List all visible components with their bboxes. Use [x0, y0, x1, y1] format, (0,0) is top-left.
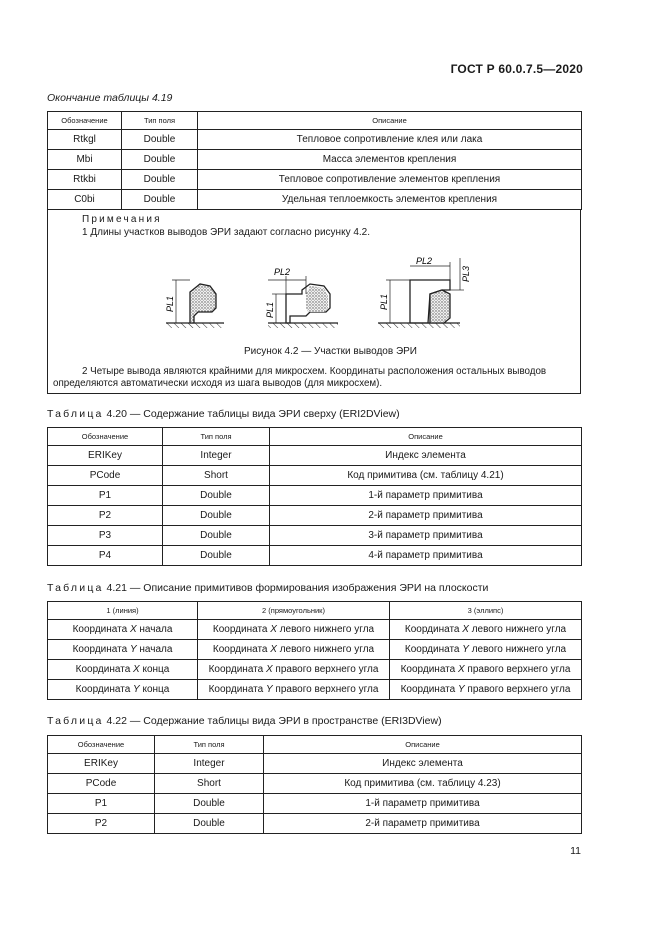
table-header-row	[48, 112, 582, 130]
table-row	[48, 620, 582, 640]
table-421-caption	[47, 582, 488, 594]
table-cell	[198, 620, 390, 640]
table-header-row	[48, 602, 582, 620]
table-cell: Integer	[155, 754, 264, 774]
table-row	[48, 150, 582, 170]
table-cell: Rtkgl	[48, 130, 122, 150]
column-header: 2 (прямоугольник)	[198, 602, 390, 620]
table-row	[48, 486, 582, 506]
column-header: Обозначение	[48, 736, 155, 754]
cell-text: конца	[139, 664, 170, 675]
table-row	[48, 546, 582, 566]
table-cell: P2	[48, 814, 155, 834]
caption-prefix: Таблица	[47, 715, 104, 727]
table-cell: Индекс элемента	[270, 446, 582, 466]
table-cell: P2	[48, 506, 163, 526]
table-422-caption	[47, 715, 442, 727]
table-cell: Double	[155, 814, 264, 834]
note-2-line-2: определяются автоматически исходя из шага выводов (для микросхем).	[53, 378, 383, 389]
coordinate-variable: Y	[457, 684, 465, 695]
coordinate-variable: X	[270, 644, 277, 655]
cell-text: Координата	[400, 684, 458, 695]
cell-text: начала	[136, 644, 173, 655]
column-header: Описание	[264, 736, 582, 754]
table-row	[48, 680, 582, 700]
table-row	[48, 640, 582, 660]
coordinate-variable: Y	[133, 684, 140, 695]
figure-part-3	[378, 256, 471, 328]
table-420-caption	[47, 408, 400, 420]
table-cell: Удельная теплоемкость элементов крепления	[198, 190, 582, 210]
note-1: 1 Длины участков выводов ЭРИ задают согласно рисунку 4.2.	[82, 227, 371, 238]
caption-prefix: Таблица	[47, 408, 104, 420]
table-cell: ERIKey	[48, 446, 163, 466]
table-row	[48, 466, 582, 486]
table-cell: Double	[122, 150, 198, 170]
table-row	[48, 754, 582, 774]
cell-text: Координата	[208, 684, 266, 695]
coordinate-variable: Y	[129, 644, 137, 655]
column-header: Тип поля	[163, 428, 270, 446]
table-cell: Rtkbi	[48, 170, 122, 190]
table-420	[47, 427, 582, 566]
caption-prefix: Таблица	[47, 582, 104, 594]
table-cell: 2-й параметр примитива	[270, 506, 582, 526]
table-cell: P1	[48, 794, 155, 814]
coordinate-variable: Y	[462, 644, 469, 655]
cell-text: конца	[139, 684, 170, 695]
table-cell: P3	[48, 526, 163, 546]
table-419	[47, 111, 582, 210]
cell-text: начала	[136, 624, 173, 635]
table-cell: Double	[122, 190, 198, 210]
cell-text: Координата	[404, 644, 463, 655]
label-pl1-c: PL1	[379, 293, 389, 311]
column-header: 3 (эллипс)	[390, 602, 582, 620]
coordinate-variable: X	[270, 624, 277, 635]
table-cell: Double	[155, 794, 264, 814]
table-cell: Тепловое сопротивление клея или лака	[198, 130, 582, 150]
cell-text: Координата	[72, 644, 130, 655]
table-cell: Mbi	[48, 150, 122, 170]
table-421	[47, 601, 582, 700]
table-cell	[48, 620, 198, 640]
table-cell: 1-й параметр примитива	[270, 486, 582, 506]
table-cell	[198, 680, 390, 700]
cell-text: правого верхнего угла	[464, 684, 571, 695]
table-cell: Double	[122, 170, 198, 190]
column-header: Описание	[198, 112, 582, 130]
table-cell	[48, 660, 198, 680]
column-header: Тип поля	[122, 112, 198, 130]
table-cell: Тепловое сопротивление элементов крепления	[198, 170, 582, 190]
caption-text: 4.21 — Описание примитивов формирования изображения ЭРИ на плоскости	[106, 582, 489, 594]
column-header: Описание	[270, 428, 582, 446]
cell-text: Координата	[72, 624, 130, 635]
table-cell: Double	[163, 506, 270, 526]
table-cell: 4-й параметр примитива	[270, 546, 582, 566]
coordinate-variable: X	[265, 664, 273, 675]
notes-title: Примечания	[82, 214, 162, 225]
table-cell: Double	[163, 546, 270, 566]
table-cell	[390, 640, 582, 660]
table-row	[48, 170, 582, 190]
table-cell: C0bi	[48, 190, 122, 210]
table-cell	[198, 660, 390, 680]
table-row	[48, 526, 582, 546]
table-cell: Double	[122, 130, 198, 150]
table-cell: PCode	[48, 774, 155, 794]
page-number: 11	[570, 845, 581, 857]
cell-text: правого верхнего угла	[272, 664, 379, 675]
cell-text: левого нижнего угла	[468, 644, 567, 655]
cell-text: левого нижнего угла	[276, 644, 375, 655]
cell-text: Координата	[400, 664, 458, 675]
cell-text: Координата	[75, 664, 134, 675]
label-pl2: PL2	[274, 267, 291, 277]
table-cell: ERIKey	[48, 754, 155, 774]
table-cell	[390, 680, 582, 700]
coordinate-variable: X	[129, 624, 137, 635]
table-header-row	[48, 428, 582, 446]
table-row	[48, 446, 582, 466]
cell-text: правого верхнего угла	[272, 684, 379, 695]
table-cell: Double	[163, 526, 270, 546]
table-cell: Код примитива (см. таблицу 4.23)	[264, 774, 582, 794]
table-row	[48, 130, 582, 150]
table-cell	[48, 680, 198, 700]
table-row	[48, 794, 582, 814]
cell-text: Координата	[404, 624, 463, 635]
table-header-row	[48, 736, 582, 754]
coordinate-variable: X	[462, 624, 469, 635]
figure-lead-sections	[150, 250, 480, 338]
cell-text: левого нижнего угла	[468, 624, 567, 635]
label-pl1-b: PL1	[265, 301, 275, 319]
label-pl3: PL3	[461, 265, 471, 283]
table-422	[47, 735, 582, 834]
caption-text: 4.20 — Содержание таблицы вида ЭРИ сверху (ERI2DView)	[106, 408, 400, 420]
figure-part-1	[165, 280, 224, 328]
table-row	[48, 190, 582, 210]
note-2-line-1: 2 Четыре вывода являются крайними для микросхем. Координаты расположения остальных выводов	[82, 366, 547, 377]
table-cell: P1	[48, 486, 163, 506]
table-row	[48, 660, 582, 680]
cell-text: Координата	[75, 684, 134, 695]
figure-part-2	[265, 267, 338, 328]
table-cell: 3-й параметр примитива	[270, 526, 582, 546]
cell-text: Координата	[212, 644, 271, 655]
table-row	[48, 814, 582, 834]
table-419-caption: Окончание таблицы 4.19	[47, 92, 173, 104]
table-cell: 2-й параметр примитива	[264, 814, 582, 834]
table-cell: P4	[48, 546, 163, 566]
caption-text: 4.22 — Содержание таблицы вида ЭРИ в пространстве (ERI3DView)	[106, 715, 442, 727]
table-cell: 1-й параметр примитива	[264, 794, 582, 814]
table-cell: Масса элементов крепления	[198, 150, 582, 170]
cell-text: левого нижнего угла	[276, 624, 375, 635]
coordinate-variable: X	[457, 664, 465, 675]
table-cell: Double	[163, 486, 270, 506]
column-header: Обозначение	[48, 112, 122, 130]
cell-text: Координата	[212, 624, 271, 635]
column-header: 1 (линия)	[48, 602, 198, 620]
table-cell: Short	[163, 466, 270, 486]
coordinate-variable: Y	[265, 684, 273, 695]
table-cell: Код примитива (см. таблицу 4.21)	[270, 466, 582, 486]
table-cell: Short	[155, 774, 264, 794]
column-header: Обозначение	[48, 428, 163, 446]
cell-text: правого верхнего угла	[464, 664, 571, 675]
coordinate-variable: X	[133, 664, 140, 675]
figure-caption: Рисунок 4.2 — Участки выводов ЭРИ	[244, 346, 417, 357]
table-cell	[48, 640, 198, 660]
table-row	[48, 506, 582, 526]
table-cell	[390, 660, 582, 680]
table-row	[48, 774, 582, 794]
document-code: ГОСТ Р 60.0.7.5—2020	[450, 62, 583, 76]
table-cell	[390, 620, 582, 640]
label-pl2-b: PL2	[416, 256, 433, 266]
table-cell: PCode	[48, 466, 163, 486]
table-cell	[198, 640, 390, 660]
cell-text: Координата	[208, 664, 266, 675]
column-header: Тип поля	[155, 736, 264, 754]
label-pl1: PL1	[165, 295, 175, 313]
table-cell: Integer	[163, 446, 270, 466]
table-cell: Индекс элемента	[264, 754, 582, 774]
